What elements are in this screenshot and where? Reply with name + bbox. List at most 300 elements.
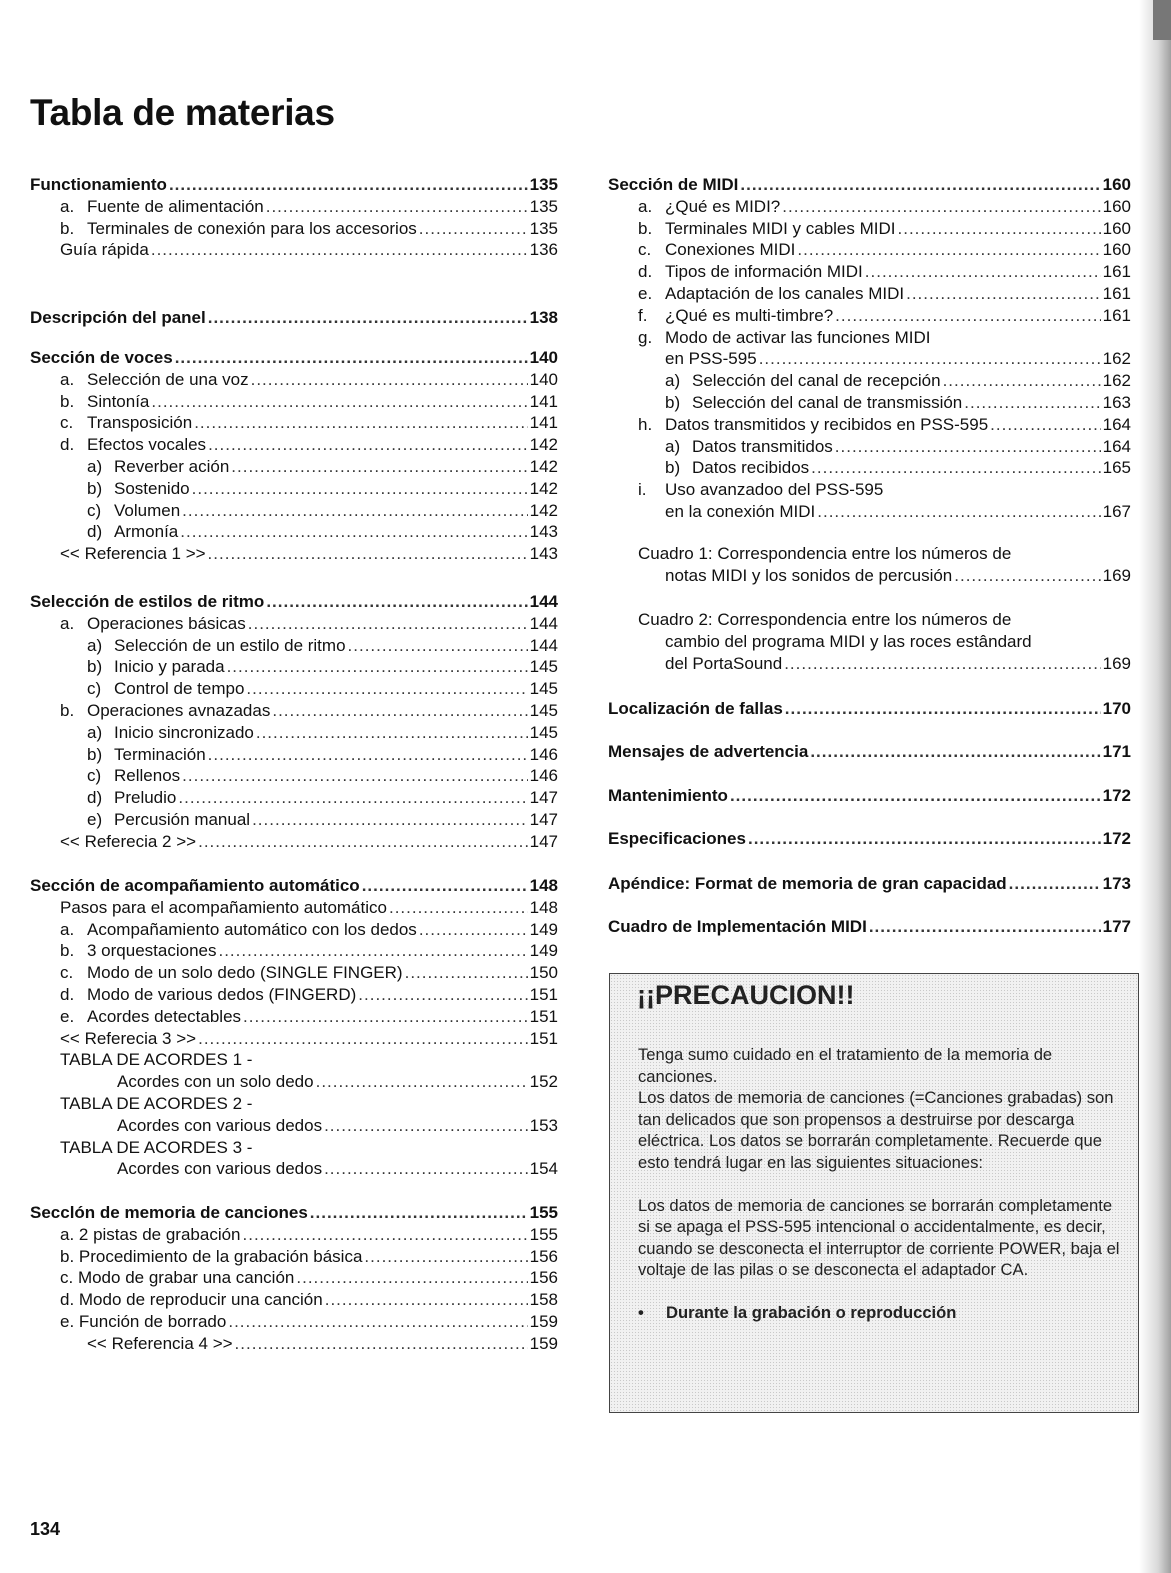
toc-entry-marker: c. <box>60 963 74 983</box>
toc-entry <box>30 722 558 744</box>
toc-entry-page: 155 <box>529 1224 558 1244</box>
dot-leader <box>151 391 527 413</box>
toc-entry-title: Efectos vocales <box>87 435 207 455</box>
toc-entry-page: 162 <box>1102 349 1131 369</box>
toc-entry-title: Inicio sincronizado <box>114 722 254 742</box>
toc-entry-title: Preludio <box>114 788 177 808</box>
dot-leader <box>817 501 1100 523</box>
toc-heading-entry <box>608 741 1131 763</box>
dot-leader <box>218 940 527 962</box>
toc-entry-title: << Referencia 4 >> <box>87 1333 233 1353</box>
dot-leader <box>151 239 528 261</box>
dot-leader <box>208 434 528 456</box>
toc-entry-page: 160 <box>1102 218 1131 238</box>
toc-entry-page: 142 <box>529 478 558 498</box>
toc-entry-page: 149 <box>529 919 558 939</box>
toc-entry-title: Datos recibidos <box>692 458 810 478</box>
toc-entry-title: 3 orquestaciones <box>87 941 217 961</box>
toc-entry-page: 150 <box>529 963 558 983</box>
toc-entry <box>608 370 1131 392</box>
toc-entry <box>608 609 1131 631</box>
dot-leader <box>990 414 1100 436</box>
toc-entry-title: del PortaSound <box>665 653 783 673</box>
toc-entry-page: 135 <box>529 196 558 216</box>
dot-leader <box>178 787 527 809</box>
toc-entry <box>608 631 1131 653</box>
toc-entry <box>30 1093 558 1115</box>
dot-leader <box>759 348 1101 370</box>
toc-entry-page: 146 <box>529 766 558 786</box>
toc-entry <box>30 744 558 766</box>
dot-leader <box>256 722 528 744</box>
toc-entry <box>30 1049 558 1071</box>
toc-entry-page: 145 <box>529 722 558 742</box>
toc-entry-title: Fuente de alimentación <box>87 196 264 216</box>
toc-entry-page: 135 <box>529 175 558 194</box>
dot-leader <box>324 1158 528 1180</box>
toc-entry-page: 160 <box>1102 196 1131 216</box>
toc-entry-marker: a) <box>87 722 103 742</box>
dot-leader <box>782 196 1100 218</box>
toc-section <box>30 174 558 261</box>
toc-section <box>608 609 1131 674</box>
toc-entry-marker: f. <box>638 305 648 325</box>
dot-leader <box>906 283 1101 305</box>
dot-leader <box>272 700 527 722</box>
toc-entry <box>30 1006 558 1028</box>
dot-leader <box>964 392 1100 414</box>
dot-leader <box>235 1333 528 1355</box>
dot-leader <box>324 1115 528 1137</box>
toc-entry <box>30 897 558 919</box>
toc-entry <box>608 392 1131 414</box>
toc-entry-title: Operaciones avnazadas <box>87 700 271 720</box>
toc-entry <box>30 700 558 722</box>
toc-entry-title: notas MIDI y los sonidos de percusión <box>665 565 953 585</box>
dot-leader <box>869 916 1101 938</box>
toc-entry-marker: e) <box>87 809 103 829</box>
toc-entry-marker: a. <box>638 196 653 216</box>
dot-leader <box>208 744 528 766</box>
toc-entry-page: 142 <box>529 456 558 476</box>
toc-section <box>608 543 1131 587</box>
dot-leader <box>811 457 1100 479</box>
toc-entry-marker: c) <box>87 679 102 699</box>
toc-entry-page: 162 <box>1102 371 1131 391</box>
toc-entry-marker: i. <box>638 480 647 500</box>
dot-leader <box>810 741 1100 763</box>
page-title: Tabla de materias <box>30 92 335 133</box>
toc-entry <box>30 1246 558 1268</box>
toc-entry-marker: a. <box>60 919 75 939</box>
toc-entry-page: 169 <box>1102 653 1131 673</box>
toc-entry <box>30 1137 558 1159</box>
toc-entry-marker: g. <box>638 327 653 347</box>
dot-leader <box>740 174 1100 196</box>
toc-entry <box>30 456 558 478</box>
toc-entry-page: 164 <box>1102 414 1131 434</box>
toc-entry-marker: e. <box>638 283 653 303</box>
dot-leader <box>419 919 528 941</box>
toc-entry-title: ¿Qué es MIDI? <box>665 196 781 216</box>
toc-entry <box>30 1115 558 1137</box>
dot-leader <box>730 785 1101 807</box>
toc-entry <box>30 1224 558 1246</box>
toc-entry-marker: b) <box>87 478 103 498</box>
toc-entry-page: 170 <box>1102 699 1131 718</box>
toc-entry-title: Modo de activar las funciones MIDI <box>665 327 931 347</box>
toc-entry <box>30 809 558 831</box>
toc-entry-title: Conexiones MIDI <box>665 240 796 260</box>
toc-entry-title: << Referencia 1 >> <box>60 544 206 564</box>
dot-leader <box>208 543 528 565</box>
dot-leader <box>784 653 1100 675</box>
dot-leader <box>198 831 528 853</box>
toc-entry <box>608 218 1131 240</box>
toc-entry <box>608 348 1131 370</box>
dot-leader <box>266 591 527 613</box>
toc-entry <box>30 1267 558 1289</box>
toc-entry-page: 164 <box>1102 436 1131 456</box>
toc-entry-page: 160 <box>1102 240 1131 260</box>
toc-entry-page: 155 <box>529 1203 558 1222</box>
toc-entry-marker: c) <box>87 500 102 520</box>
toc-entry-title: Terminales MIDI y cables MIDI <box>665 218 896 238</box>
toc-entry-marker: b) <box>87 657 103 677</box>
toc-entry-page: 148 <box>529 897 558 917</box>
toc-entry-marker: a) <box>665 436 681 456</box>
toc-entry <box>30 656 558 678</box>
dot-leader <box>169 174 528 196</box>
toc-entry-page: 172 <box>1102 829 1131 848</box>
dot-leader <box>227 656 528 678</box>
toc-section <box>608 828 1131 850</box>
toc-entry-page: 156 <box>529 1268 558 1288</box>
toc-entry-page: 149 <box>529 941 558 961</box>
toc-section <box>608 785 1131 807</box>
dot-leader <box>835 436 1101 458</box>
toc-entry <box>608 414 1131 436</box>
toc-entry-page: 141 <box>529 391 558 411</box>
dot-leader <box>266 196 528 218</box>
toc-entry <box>608 565 1131 587</box>
toc-section <box>30 1202 558 1355</box>
toc-entry-title: Cuadro 1: Correspondencia entre los números de <box>638 544 1012 563</box>
toc-entry-title: Mensajes de advertencia <box>608 742 809 761</box>
toc-entry-page: 140 <box>529 348 558 367</box>
dot-leader <box>943 370 1101 392</box>
toc-entry-title: TABLA DE ACORDES 1 - <box>60 1050 253 1070</box>
dot-leader <box>362 875 528 897</box>
toc-entry-title: Sostenido <box>114 478 190 498</box>
toc-entry-page: 158 <box>529 1290 558 1310</box>
dot-leader <box>182 765 527 787</box>
toc-entry <box>608 543 1131 565</box>
toc-entry-page: 153 <box>529 1115 558 1135</box>
dot-leader <box>182 500 527 522</box>
dot-leader <box>243 1006 528 1028</box>
toc-entry-page: 146 <box>529 744 558 764</box>
dot-leader <box>252 809 528 831</box>
toc-entry-title: Datos transmitidos <box>692 436 833 456</box>
toc-entry-page: 141 <box>529 413 558 433</box>
toc-entry-marker: a) <box>665 371 681 391</box>
toc-entry-title: Cuadro 2: Correspondencia entre los números de <box>638 610 1012 629</box>
toc-entry-title: Selección de una voz <box>87 369 249 389</box>
dot-leader <box>310 1202 528 1224</box>
toc-entry-marker: b. <box>60 218 75 238</box>
toc-entry-title: << Referecia 2 >> <box>60 831 197 851</box>
toc-entry <box>30 678 558 700</box>
toc-entry-title: Descripción del panel <box>30 308 206 327</box>
precaution-paragraph: Los datos de memoria de canciones se borrarán completamente si se apaga el PSS-595 intencional o accidentalmente, es decir, cuando se desconecta el interruptor de corriente POWER, baja el voltaje de las pilas o se desconecta el adaptador CA. <box>638 1195 1120 1279</box>
toc-entry-title: d. Modo de reproducir una canción <box>60 1290 323 1310</box>
toc-entry-title: cambio del programa MIDI y las roces estândard <box>665 631 1032 651</box>
toc-entry-page: 135 <box>529 218 558 238</box>
toc-entry-title: Selección del canal de recepción <box>692 371 941 391</box>
toc-entry-title: Control de tempo <box>114 679 245 699</box>
toc-entry <box>30 391 558 413</box>
dot-leader <box>251 369 528 391</box>
toc-entry <box>608 457 1131 479</box>
toc-entry-marker: b) <box>87 744 103 764</box>
toc-entry-marker: c. <box>60 413 74 433</box>
toc-entry-marker: d) <box>87 788 103 808</box>
dot-leader <box>248 613 528 635</box>
toc-entry-title: a. 2 pistas de grabación <box>60 1224 241 1244</box>
dot-leader <box>198 1028 528 1050</box>
toc-entry <box>30 940 558 962</box>
toc-entry-title: Adaptación de los canales MIDI <box>665 283 905 303</box>
toc-entry-title: Acordes detectables <box>87 1006 242 1026</box>
toc-entry-title: en PSS-595 <box>665 349 757 369</box>
precaution-box <box>609 973 1139 1413</box>
toc-entry-page: 169 <box>1102 565 1131 585</box>
toc-entry-page: 145 <box>529 700 558 720</box>
toc-entry-title: Armonía <box>114 522 179 542</box>
toc-entry-page: 147 <box>529 788 558 808</box>
toc-entry <box>30 369 558 391</box>
toc-entry-title: Modo de un solo dedo (SINGLE FINGER) <box>87 963 403 983</box>
toc-entry-title: TABLA DE ACORDES 3 - <box>60 1137 253 1157</box>
toc-section <box>608 741 1131 763</box>
dot-leader <box>180 521 527 543</box>
toc-entry <box>30 1289 558 1311</box>
toc-entry-marker: e. <box>60 1006 75 1026</box>
toc-entry-title: Guía rápida <box>60 240 149 260</box>
toc-entry <box>608 283 1131 305</box>
toc-entry-page: 161 <box>1102 262 1131 282</box>
dot-leader <box>835 305 1100 327</box>
toc-entry-title: Especificaciones <box>608 829 746 848</box>
toc-entry-marker: a. <box>60 613 75 633</box>
toc-entry-page: 136 <box>529 240 558 260</box>
toc-entry <box>30 196 558 218</box>
toc-entry-title: Sección de voces <box>30 348 173 367</box>
toc-entry <box>30 984 558 1006</box>
dot-leader <box>865 261 1101 283</box>
toc-entry-title: Functionamiento <box>30 175 167 194</box>
bullet-icon: • <box>638 1303 644 1322</box>
toc-entry <box>608 239 1131 261</box>
toc-entry-title: Rellenos <box>114 766 181 786</box>
toc-entry-page: 142 <box>529 435 558 455</box>
toc-heading-entry <box>608 785 1131 807</box>
toc-entry-title: Sección de MIDI <box>608 175 739 194</box>
toc-entry <box>30 1158 558 1180</box>
toc-entry-page: 143 <box>529 544 558 564</box>
toc-entry-marker: d. <box>638 262 653 282</box>
toc-entry-page: 151 <box>529 1028 558 1048</box>
dot-leader <box>748 828 1101 850</box>
toc-entry <box>608 327 1131 349</box>
toc-entry-title: << Referecia 3 >> <box>60 1028 197 1048</box>
toc-entry-title: Sintonía <box>87 391 150 411</box>
toc-entry-title: Modo de various dedos (FINGERD) <box>87 984 357 1004</box>
toc-section <box>30 347 558 565</box>
toc-entry-marker: b. <box>60 700 75 720</box>
toc-heading-entry <box>30 1202 558 1224</box>
toc-entry-title: Transposición <box>87 413 193 433</box>
toc-entry-page: 144 <box>529 635 558 655</box>
dot-leader <box>348 635 528 657</box>
toc-entry-page: 151 <box>529 984 558 1004</box>
dot-leader <box>243 1224 528 1246</box>
toc-entry-marker: b. <box>60 391 75 411</box>
toc-entry-title: c. Modo de grabar una canción <box>60 1268 295 1288</box>
toc-entry-page: 154 <box>529 1159 558 1179</box>
toc-entry-page: 165 <box>1102 458 1131 478</box>
toc-heading-entry <box>30 347 558 369</box>
toc-section <box>30 875 558 1180</box>
toc-entry <box>30 613 558 635</box>
toc-entry <box>608 653 1131 675</box>
dot-leader <box>208 307 528 329</box>
toc-heading-entry <box>30 875 558 897</box>
toc-entry-page: 148 <box>529 876 558 895</box>
toc-entry-page: 163 <box>1102 392 1131 412</box>
toc-entry-title: Selección de estilos de ritmo <box>30 592 265 611</box>
toc-entry <box>608 261 1131 283</box>
toc-entry-marker: b) <box>665 458 681 478</box>
toc-entry-page: 143 <box>529 522 558 542</box>
precaution-bullet <box>638 1302 1128 1324</box>
toc-entry-page: 173 <box>1102 874 1131 893</box>
toc-entry-marker: c. <box>638 240 652 260</box>
dot-leader <box>405 962 528 984</box>
toc-entry-title: Inicio y parada <box>114 657 225 677</box>
toc-heading-entry <box>608 698 1131 720</box>
toc-heading-entry <box>30 174 558 196</box>
toc-entry-title: Secclón de memoria de canciones <box>30 1203 308 1222</box>
page-number: 134 <box>30 1519 61 1539</box>
toc-entry <box>608 196 1131 218</box>
toc-entry-title: e. Función de borrado <box>60 1311 227 1331</box>
toc-entry <box>608 479 1131 501</box>
toc-entry <box>30 543 558 565</box>
toc-entry-page: 151 <box>529 1006 558 1026</box>
toc-entry-page: 177 <box>1102 917 1131 936</box>
toc-entry <box>608 305 1131 327</box>
toc-entry-marker: b. <box>60 941 75 961</box>
dot-leader <box>358 984 527 1006</box>
toc-entry-title: Cuadro de Implementación MIDI <box>608 917 867 936</box>
toc-entry <box>30 1311 558 1333</box>
toc-entry-page: 147 <box>529 809 558 829</box>
dot-leader <box>785 698 1101 720</box>
toc-entry-marker: d. <box>60 984 75 1004</box>
toc-entry <box>30 1028 558 1050</box>
toc-entry-marker: a. <box>60 369 75 389</box>
toc-section <box>608 698 1131 720</box>
toc-entry-marker: a) <box>87 456 103 476</box>
toc-entry-title: Datos transmitidos y recibidos en PSS-595 <box>665 414 989 434</box>
toc-entry-page: 167 <box>1102 501 1131 521</box>
toc-entry <box>30 635 558 657</box>
toc-entry-title: Acompañamiento automático con los dedos <box>87 919 417 939</box>
dot-leader <box>954 565 1100 587</box>
toc-entry <box>30 218 558 240</box>
toc-heading-entry <box>608 916 1131 938</box>
toc-entry-title: Reverber ación <box>114 456 230 476</box>
toc-entry-page: 144 <box>529 613 558 633</box>
toc-entry-title: Acordes con various dedos <box>117 1115 323 1135</box>
toc-entry-marker: a. <box>60 196 75 216</box>
toc-entry <box>30 478 558 500</box>
toc-entry-title: Uso avanzadoo del PSS-595 <box>665 480 884 500</box>
toc-entry <box>30 787 558 809</box>
toc-heading-entry <box>30 307 558 329</box>
dot-leader <box>797 239 1100 261</box>
toc-section <box>30 591 558 853</box>
toc-entry-page: 171 <box>1102 742 1131 761</box>
dot-leader <box>898 218 1101 240</box>
dot-leader <box>325 1289 528 1311</box>
toc-entry-title: Terminales de conexión para los accesorios <box>87 218 417 238</box>
toc-section <box>608 873 1131 895</box>
toc-entry-title: Apéndice: Format de memoria de gran capacidad <box>608 874 1007 893</box>
toc-entry-title: Selección de un estilo de ritmo <box>114 635 346 655</box>
toc-entry-marker: c) <box>87 766 102 786</box>
toc-entry-title: b. Procedimiento de la grabación básica <box>60 1246 363 1266</box>
toc-entry-title: Pasos para el acompañamiento automático <box>60 897 387 917</box>
dot-leader <box>389 897 528 919</box>
toc-entry-page: 147 <box>529 831 558 851</box>
toc-entry-title: Acordes con un solo dedo <box>117 1072 314 1092</box>
toc-entry-page: 145 <box>529 657 558 677</box>
toc-entry-title: Volumen <box>114 500 181 520</box>
toc-heading-entry <box>30 591 558 613</box>
toc-entry <box>30 239 558 261</box>
toc-entry-title: Localización de fallas <box>608 699 783 718</box>
toc-heading-entry <box>608 174 1131 196</box>
toc-entry-title: TABLA DE ACORDES 2 - <box>60 1093 253 1113</box>
dot-leader <box>296 1267 527 1289</box>
toc-section <box>608 174 1131 523</box>
toc-entry <box>30 1071 558 1093</box>
toc-entry <box>608 436 1131 458</box>
toc-entry <box>30 831 558 853</box>
toc-entry <box>30 521 558 543</box>
toc-entry-marker: d) <box>87 522 103 542</box>
toc-heading-entry <box>608 828 1131 850</box>
toc-entry-title: Terminación <box>114 744 206 764</box>
toc-entry-title: Sección de acompañamiento automático <box>30 876 360 895</box>
dot-leader <box>246 678 527 700</box>
toc-entry-page: 138 <box>529 308 558 327</box>
toc-entry-page: 152 <box>529 1072 558 1092</box>
dot-leader <box>192 478 528 500</box>
